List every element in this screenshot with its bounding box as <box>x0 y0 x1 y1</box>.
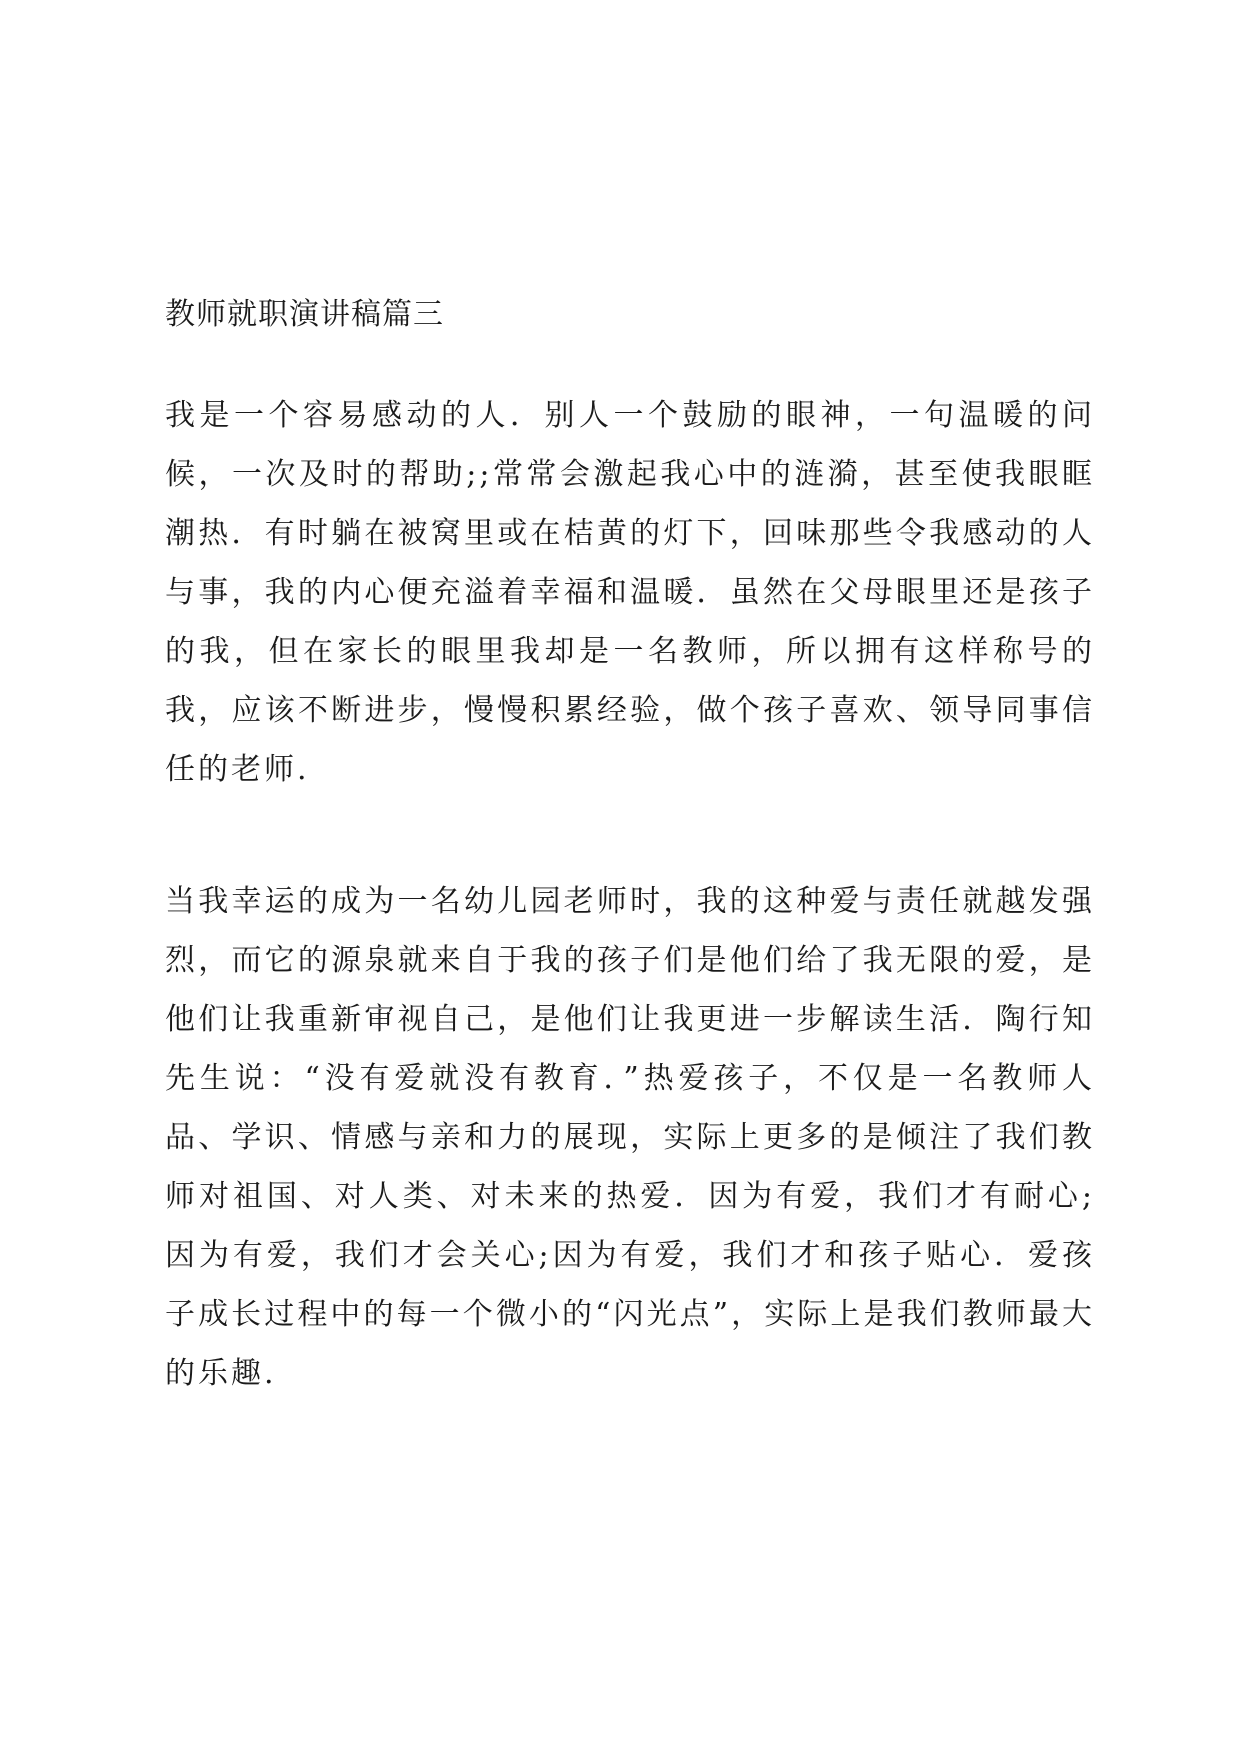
document-body <box>165 290 1095 1403</box>
paragraph-1: 我是一个容易感动的人．别人一个鼓励的眼神，一句温暖的问候，一次及时的帮助;;常常会激起我心中的涟漪，甚至使我眼眶潮热．有时躺在被窝里或在桔黄的灯下，回味那些令我感动的人与事，我的内心便充溢着幸福和温暖．虽然在父母眼里还是孩子的我，但在家长的眼里我却是一名教师，所以拥有这样称号的我，应该不断进步，慢慢积累经验，做个孩子喜欢、领导同事信任的老师. <box>165 398 1095 787</box>
paragraph-2: 当我幸运的成为一名幼儿园老师时，我的这种爱与责任就越发强烈，而它的源泉就来自于我的孩子们是他们给了我无限的爱，是他们让我重新审视自己，是他们让我更进一步解读生活．陶行知先生说：“没有爱就没有教育．”热爱孩子，不仅是一名教师人品、学识、情感与亲和力的展现，实际上更多的是倾注了我们教师对祖国、对人类、对未来的热爱．因为有爱，我们才有耐心;因为有爱，我们才会关心;因为有爱，我们才和孩子贴心．爱孩子成长过程中的每一个微小的“闪光点”，实际上是我们教师最大的乐趣. <box>165 884 1095 1391</box>
document-title: 教师就职演讲稿篇三 <box>165 297 444 332</box>
